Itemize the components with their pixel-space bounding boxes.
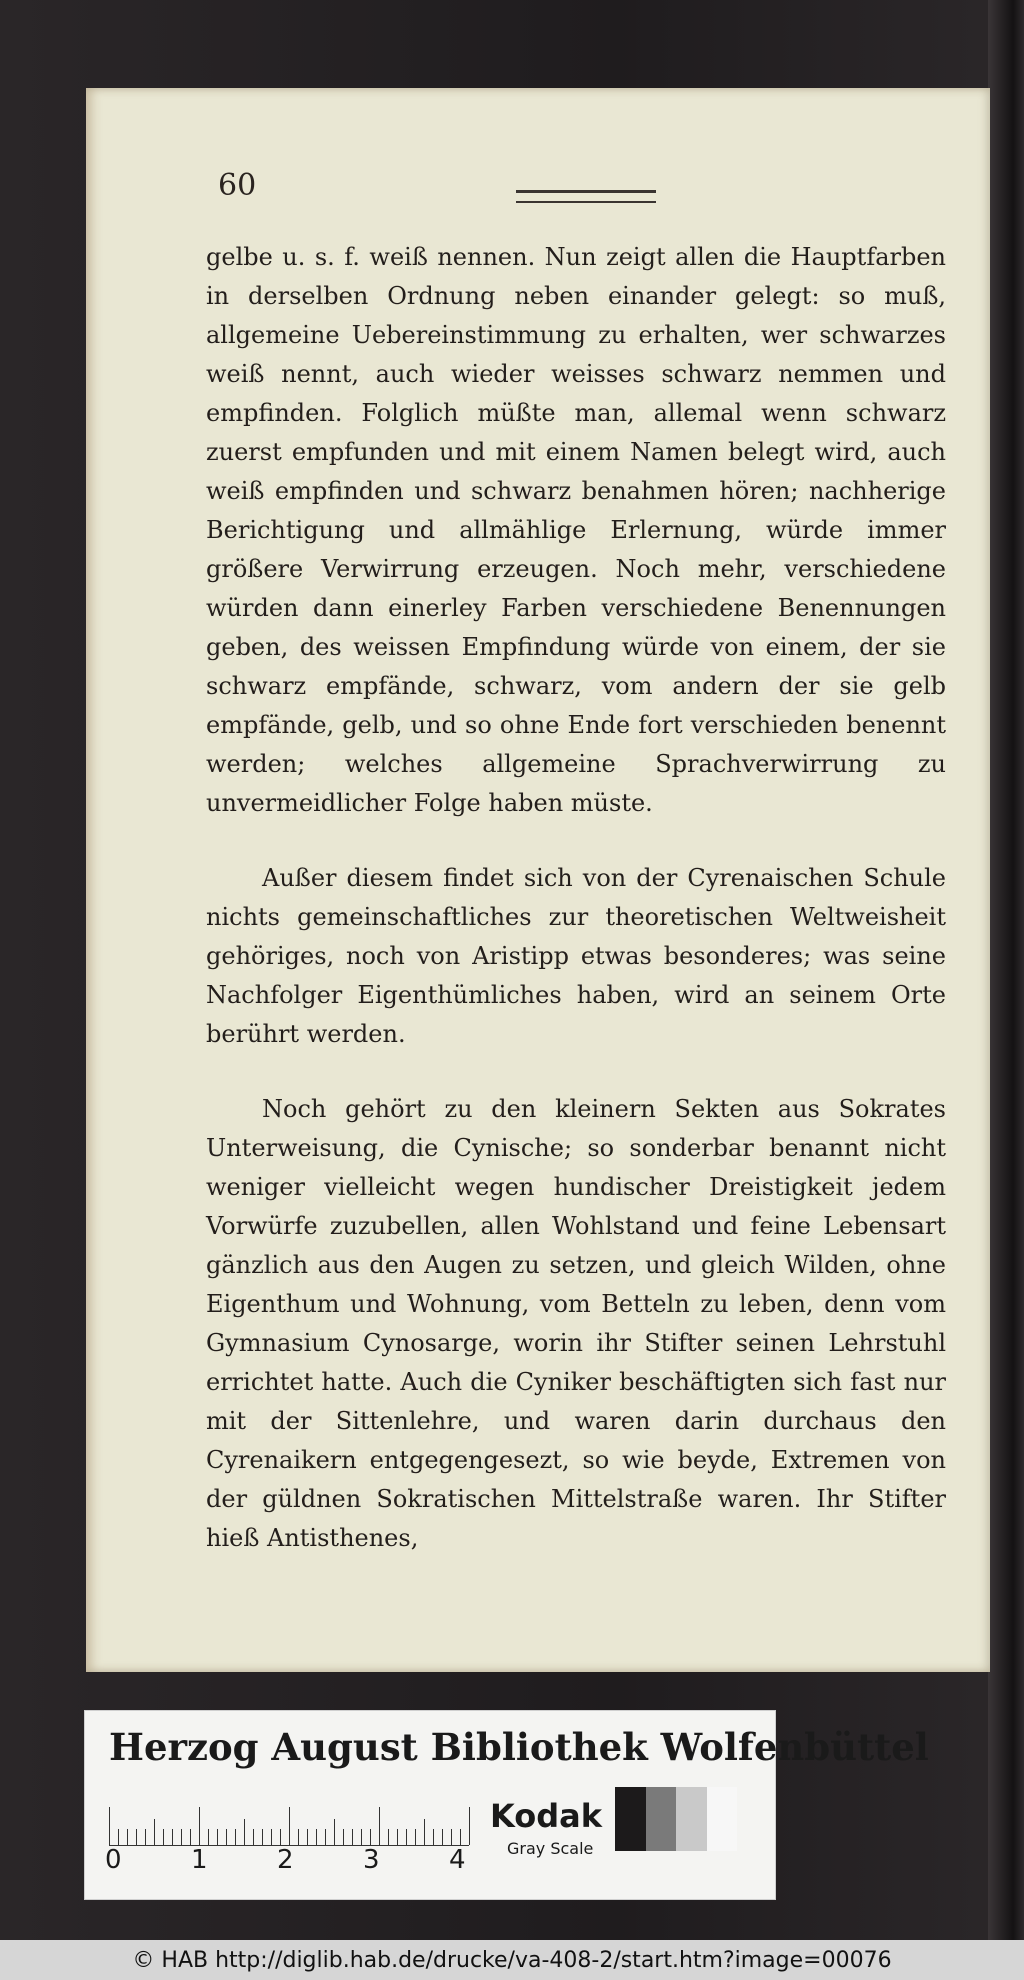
ruler-labels: [105, 1845, 489, 1881]
gray-swatch: [676, 1787, 707, 1851]
ruler-tick: [334, 1819, 335, 1845]
ruler-tick: [442, 1829, 443, 1845]
ruler-tick: [280, 1829, 281, 1845]
ruler-tick: [244, 1819, 245, 1845]
ruler-tick: [136, 1829, 137, 1845]
ruler-label: 0: [105, 1845, 122, 1875]
ruler-tick: [379, 1807, 380, 1845]
ruler-tick: [271, 1829, 272, 1845]
footer-bar: [0, 1940, 1024, 1980]
gray-swatch: [615, 1787, 646, 1851]
ruler-tick: [109, 1807, 110, 1845]
gray-swatch: [646, 1787, 677, 1851]
paragraph-2: Außer diesem findet sich von der Cyrenaischen Schule nichts gemeinschaftliches zur theoretischen Weltweisheit gehöriges, noch von Aristipp etwas besonderes; was seine Nachfolger Eigenthümliches haben, wird an seinem Orte berührt werden.: [206, 864, 946, 1048]
ruler-tick: [298, 1829, 299, 1845]
ruler-label: 4: [449, 1845, 466, 1875]
ruler-tick: [253, 1829, 254, 1845]
ruler-tick: [316, 1829, 317, 1845]
kodak-logo: Kodak: [490, 1797, 602, 1835]
ruler-tick: [397, 1829, 398, 1845]
header-rule: [516, 190, 656, 203]
ruler-tick: [235, 1829, 236, 1845]
ruler-tick: [307, 1829, 308, 1845]
ruler-label: 3: [363, 1845, 380, 1875]
ruler-tick: [145, 1829, 146, 1845]
ruler-tick: [406, 1829, 407, 1845]
ruler-tick: [343, 1829, 344, 1845]
ruler-tick: [154, 1819, 155, 1845]
ruler-label: 2: [277, 1845, 294, 1875]
book-page: [86, 88, 990, 1672]
ruler-tick: [208, 1829, 209, 1845]
ruler-tick: [226, 1829, 227, 1845]
paragraph-3: Noch gehört zu den kleinern Sekten aus Sokrates Unterweisung, die Cynische; so sonderbar benannt nicht weniger vielleicht wegen hundischer Dreistigkeit jedem Vorwürfe zuzubellen, allen Wohlstand und feine Lebensart gänzlich aus den Augen zu setzen, und gleich Wilden, ohne Eigenthum und Wohnung, vom Betteln zu leben, denn vom Gymnasium Cynosarge, worin ihr Stifter seinen Lehrstuhl errichtet hatte. Auch die Cyniker beschäftigten sich fast nur mit der Sittenlehre, und waren darin durchaus den Cyrenaikern entgegengesezt, so wie beyde, Extremen von der güldnen Sokratischen Mittelstraße waren. Ihr Stifter hieß Antisthenes,: [206, 1095, 946, 1552]
paragraph-1: gelbe u. s. f. weiß nennen. Nun zeigt allen die Hauptfarben in derselben Ordnung neben einander gelegt: so muß, allgemeine Uebereinstimmung zu erhalten, wer schwarzes weiß nennt, auch wieder weisses schwarz nemmen und empfinden. Folglich müßte man, allemal wenn schwarz zuerst empfunden und mit einem Namen belegt wird, auch weiß empfinden und schwarz benahmen hören; nachherige Berichtigung und allmählige Erlernung, würde immer größere Verwirrung erzeugen. Noch mehr, verschiedene würden dann einerley Farben verschiedene Benennungen geben, des weissen Empfindung würde von einem, der sie schwarz empfände, schwarz, vom andern der sie gelb empfände, gelb, und so ohne Ende fort verschieden benennt werden; welches allgemeine Sprachverwirrung zu unvermeidlicher Folge haben müste.: [206, 243, 946, 817]
gray-swatches: [615, 1787, 737, 1851]
ruler-tick: [118, 1829, 119, 1845]
ruler-tick: [424, 1819, 425, 1845]
ruler-tick: [262, 1829, 263, 1845]
ruler-tick: [361, 1829, 362, 1845]
ruler-tick: [289, 1807, 290, 1845]
ruler-tick: [127, 1829, 128, 1845]
ruler-label: 1: [191, 1845, 208, 1875]
page-header: [86, 168, 990, 208]
body-text: [206, 238, 946, 1594]
ruler-tick: [172, 1829, 173, 1845]
ruler-tick: [163, 1829, 164, 1845]
ruler-tick: [370, 1829, 371, 1845]
ruler-tick: [190, 1829, 191, 1845]
ruler-tick: [217, 1829, 218, 1845]
gray-scale-label: Gray Scale: [507, 1839, 594, 1858]
copyright-url: © HAB http://diglib.hab.de/drucke/va-408-2/start.htm?image=00076: [132, 1948, 892, 1973]
ruler-tick: [325, 1829, 326, 1845]
ruler-tick: [415, 1829, 416, 1845]
ruler-tick: [199, 1807, 200, 1845]
ruler-tick: [388, 1829, 389, 1845]
scale-ruler: [109, 1805, 469, 1846]
page-number: 60: [218, 168, 257, 203]
book-edge: [988, 0, 1024, 1940]
color-calibration-card: [84, 1710, 929, 1900]
ruler-tick: [352, 1829, 353, 1845]
gray-swatch: [707, 1787, 738, 1851]
ruler-tick: [451, 1829, 452, 1845]
ruler-tick: [181, 1829, 182, 1845]
library-name: Herzog August Bibliothek Wolfenbüttel: [109, 1725, 929, 1769]
ruler-tick: [460, 1829, 461, 1845]
ruler-tick: [433, 1829, 434, 1845]
ruler-tick: [469, 1807, 470, 1845]
